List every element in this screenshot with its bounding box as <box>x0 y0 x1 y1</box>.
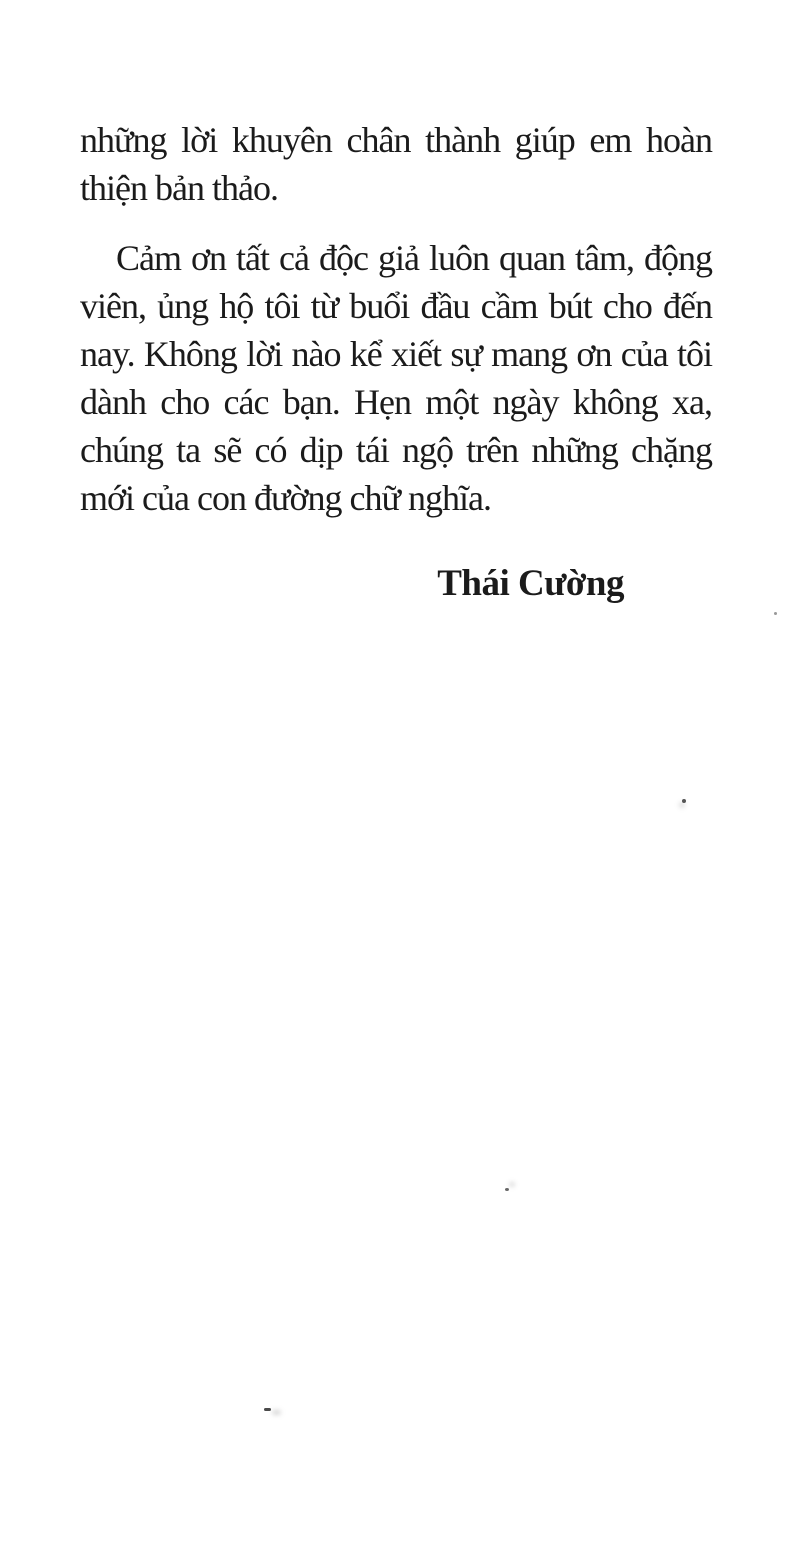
page-text-block <box>80 116 712 608</box>
text-line: viên, ủng hộ tôi từ buổi đầu cầm bút cho đến <box>80 286 712 326</box>
scan-speck <box>264 1408 271 1411</box>
text-line: chúng ta sẽ có dịp tái ngộ trên những chặng <box>80 430 712 470</box>
text-line: những lời khuyên chân thành giúp em hoàn <box>80 120 712 160</box>
scan-speck <box>505 1188 509 1191</box>
scan-speck <box>682 799 686 803</box>
author-signature: Thái Cường <box>437 563 624 604</box>
text-line: nay. Không lời nào kể xiết sự mang ơn của tôi <box>80 334 712 374</box>
text-line: mới của con đường chữ nghĩa. <box>80 478 491 518</box>
scan-speck <box>774 612 777 615</box>
text-line: dành cho các bạn. Hẹn một ngày không xa, <box>80 382 712 422</box>
text-line: thiện bản thảo. <box>80 168 278 208</box>
text-line: Cảm ơn tất cả độc giả luôn quan tâm, động <box>116 238 712 278</box>
